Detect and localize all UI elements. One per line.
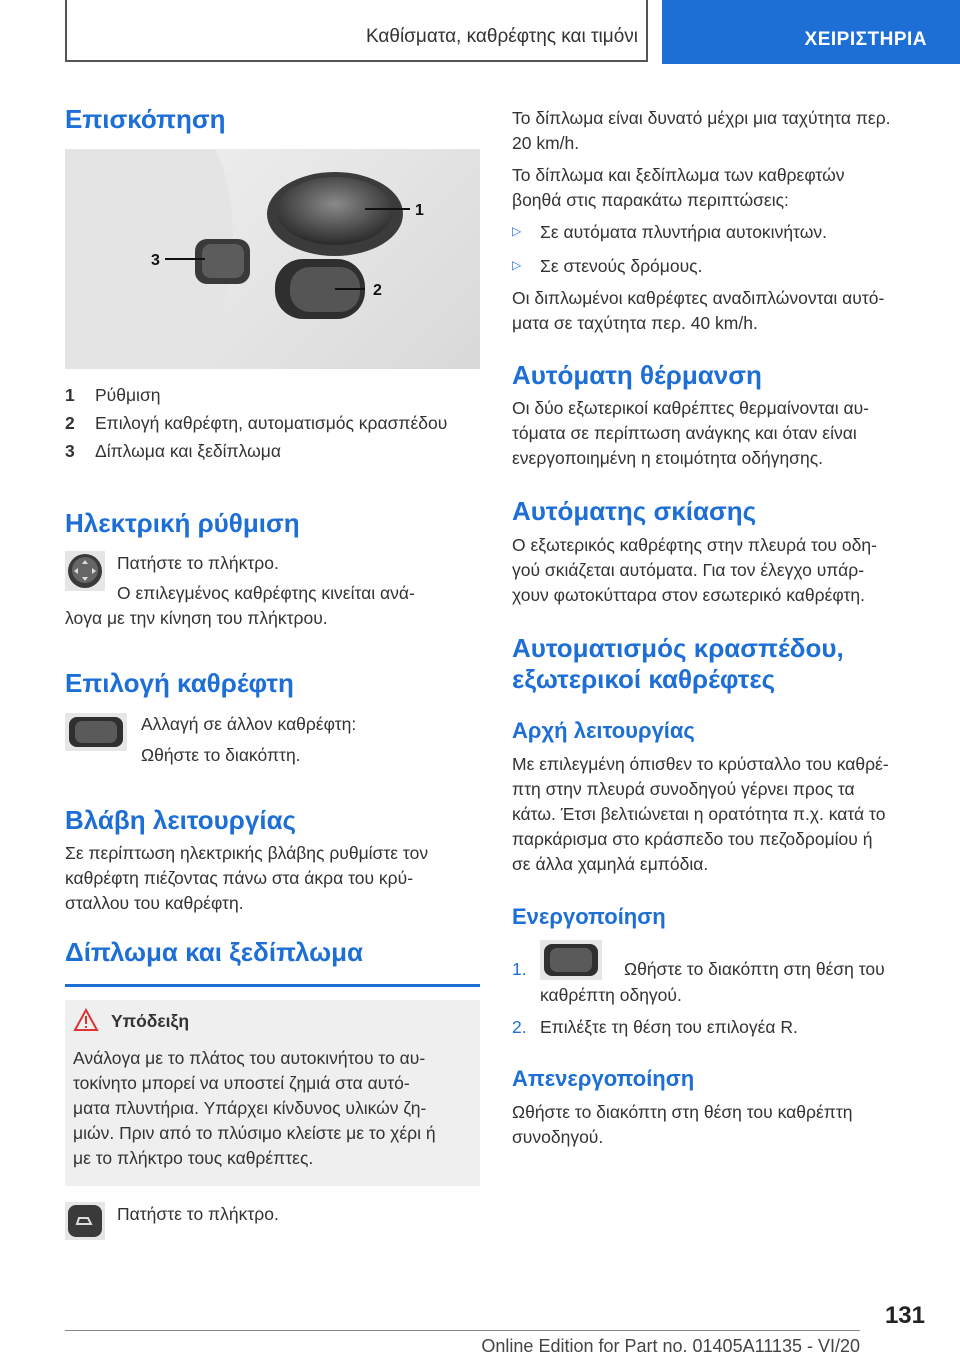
step-1-text-b: καθρέπτη οδηγού. [540, 985, 682, 1005]
intro-line: 20 km/h. [512, 133, 580, 153]
electric-line-2a: Ο επιλεγμένος καθρέφτης κινείται ανά- [117, 583, 415, 603]
notice-line: μιών. Πριν από το πλύσιμο κλείστε με το χέρι ή [73, 1123, 436, 1143]
section-tab[interactable] [662, 0, 960, 64]
intro-line: βοηθά στις παρακάτω περιπτώσεις: [512, 190, 789, 210]
dimming-line: γού σκιάζεται αυτόματα. Για τον έλεγχο υπάρ- [512, 560, 865, 580]
heating-line: τόματα σε περίπτωση ανάγκης και όταν είναι [512, 423, 857, 443]
page-number: 131 [884, 1302, 925, 1329]
bullet-item [512, 222, 521, 240]
mirror-control-illustration [65, 149, 480, 369]
principle-line: παρκάρισμα στο κράσπεδο του πεζοδρομίου ή [512, 829, 873, 849]
malfunction-heading: Βλάβη λειτουργίας [65, 805, 297, 835]
mirror-select-heading: Επιλογή καθρέφτη [65, 668, 294, 698]
step-1-text-a: Ωθήστε το διακόπτη στη θέση του [624, 959, 885, 979]
legend-item: 1 Ρύθμιση [65, 385, 161, 405]
step-2-text: Επιλέξτε τη θέση του επιλογέα R. [540, 1017, 798, 1037]
section-tab-label: ΧΕΙΡΙΣΤΗΡΙΑ [804, 29, 927, 50]
malfunction-line: καθρέφτη πιέζοντας πάνω στα άκρα του κρύ- [65, 868, 414, 888]
unfold-line: ματα σε ταχύτητα περ. 40 km/h. [512, 313, 758, 333]
notice-line: με το πλήκτρο τους καθρέπτες. [73, 1148, 314, 1168]
notice-rule [65, 984, 480, 987]
deactivation-heading: Απενεργοποίηση [512, 1066, 695, 1091]
intro-line: Το δίπλωμα είναι δυνατό μέχρι μια ταχύτητα περ. [512, 108, 891, 128]
warning-triangle-icon [73, 1008, 99, 1037]
adjust-pad-icon [65, 551, 105, 591]
fold-button-icon [65, 1202, 105, 1240]
notice-title: Υπόδειξη [111, 1011, 190, 1031]
malfunction-line: σταλλου του καθρέφτη. [65, 893, 244, 913]
triangle-bullet-icon: ▷ [512, 224, 522, 238]
heating-line: Οι δύο εξωτερικοί καθρέπτες θερμαίνονται αυ- [512, 398, 869, 418]
intro-line: Το δίπλωμα και ξεδίπλωμα των καθρεφτών [512, 165, 845, 185]
chapter-title: Καθίσματα, καθρέφτης και τιμόνι [365, 26, 638, 47]
step-number: 1. [512, 959, 527, 979]
notice-line: Ανάλογα με το πλάτος του αυτοκινήτου το αυ- [73, 1048, 426, 1068]
legend-list [65, 383, 485, 467]
curb-heading-line-2: εξωτερικοί καθρέφτες [512, 664, 776, 694]
photo-callout-1: 1 [415, 202, 424, 219]
auto-heating-heading: Αυτόματη θέρμανση [512, 360, 762, 390]
overview-heading: Επισκόπηση [65, 104, 226, 134]
principle-line: πτη στην πλευρά συνοδηγού γέρνει προς τα [512, 779, 855, 799]
malfunction-line: Σε περίπτωση ηλεκτρικής βλάβης ρυθμίστε τον [65, 843, 429, 863]
photo-callout-3: 3 [151, 252, 160, 269]
notice-line: ματα πλυντήρια. Υπάρχει κίνδυνος υλικών ζη- [73, 1098, 427, 1118]
triangle-bullet-icon: ▷ [512, 258, 522, 272]
bullet-item [512, 256, 521, 274]
photo-callout-2: 2 [373, 282, 382, 299]
edition-info: Online Edition for Part no. 01405A11135 - VI/20 [481, 1336, 860, 1356]
bullet-text: Σε αυτόματα πλυντήρια αυτοκινήτων. [540, 222, 827, 242]
notice-line: τοκίνητο μπορεί να υποστεί ζημιά στα αυτό- [73, 1073, 410, 1093]
activation-heading: Ενεργοποίηση [512, 904, 666, 929]
electric-line-1: Πατήστε το πλήκτρο. [117, 553, 279, 573]
dimming-line: Ο εξωτερικός καθρέφτης στην πλευρά του οδη- [512, 535, 877, 555]
legend-item: 2 Επιλογή καθρέφτη, αυτοματισμός κρασπέδου [65, 413, 448, 433]
electric-line-2b: λογα με την κίνηση του πλήκτρου. [65, 608, 328, 628]
footer-rule [65, 1330, 860, 1331]
unfold-line: Οι διπλωμένοι καθρέφτες αναδιπλώνονται αυτό- [512, 288, 885, 308]
mirror-select-line-2: Ωθήστε το διακόπτη. [141, 745, 301, 765]
principle-line: σε άλλα χαμηλά εμπόδια. [512, 854, 709, 874]
step-number: 2. [512, 1017, 527, 1037]
principle-heading: Αρχή λειτουργίας [512, 718, 695, 743]
auto-dimming-heading: Αυτόματης σκίασης [512, 496, 757, 526]
mirror-select-line-1: Αλλαγή σε άλλον καθρέφτη: [141, 714, 357, 734]
principle-line: Με επιλεγμένη όπισθεν το κρύσταλλο του καθρέ- [512, 754, 889, 774]
deactivation-line: Ωθήστε το διακόπτη στη θέση του καθρέπτη [512, 1102, 853, 1122]
deactivation-line: συνοδηγού. [512, 1127, 604, 1147]
mirror-control-photo [65, 149, 480, 369]
fold-press-text: Πατήστε το πλήκτρο. [117, 1204, 279, 1224]
fold-heading: Δίπλωμα και ξεδίπλωμα [65, 937, 363, 967]
dimming-line: χουν φωτοκύτταρα στον εσωτερικό καθρέφτη. [512, 585, 866, 605]
legend-item: 3 Δίπλωμα και ξεδίπλωμα [65, 441, 281, 461]
electric-adjust-heading: Ηλεκτρική ρύθμιση [65, 508, 300, 538]
mirror-select-switch-icon [540, 940, 602, 980]
bullet-text: Σε στενούς δρόμους. [540, 256, 703, 276]
heating-line: ενεργοποιημένη η ετοιμότητα οδήγησης. [512, 448, 824, 468]
mirror-select-switch-icon [65, 713, 127, 751]
principle-line: κάτω. Έτσι βελτιώνεται η ορατότητα π.χ. κατά το [512, 804, 886, 824]
curb-heading-line-1: Αυτοματισμός κρασπέδου, [512, 633, 844, 663]
